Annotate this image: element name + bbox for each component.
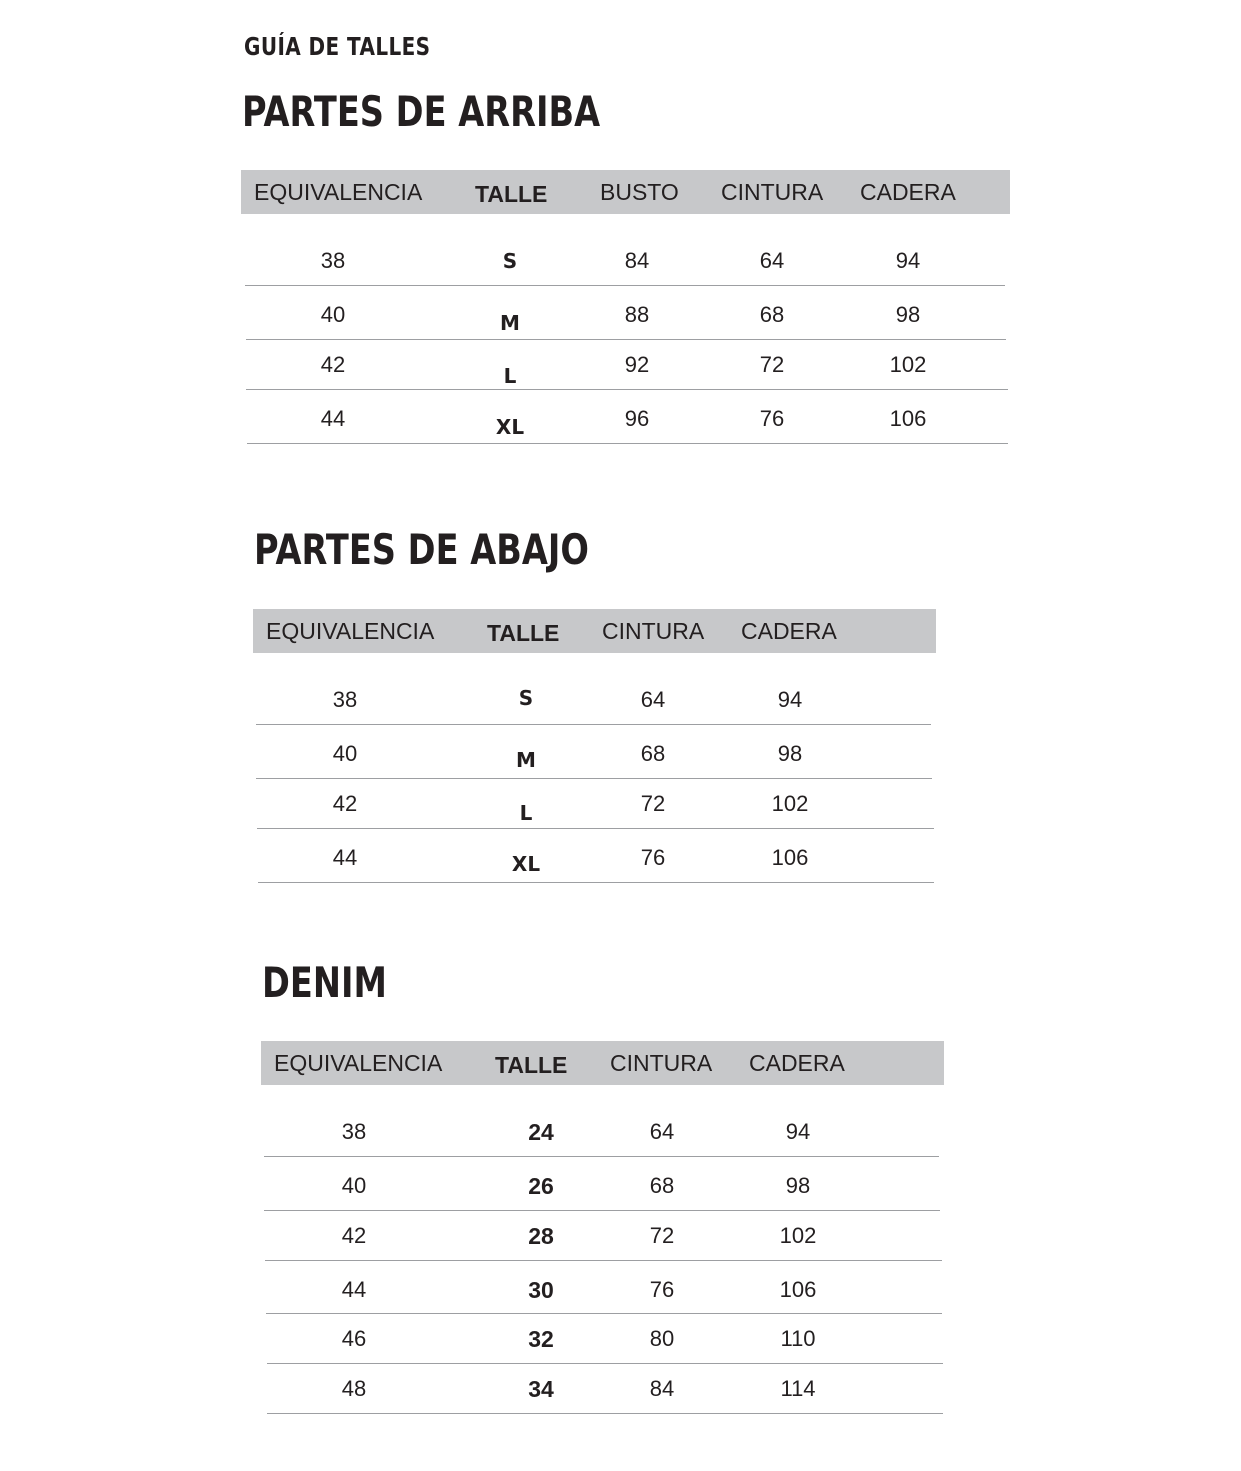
table-cell-talle: 34 [528,1376,554,1402]
table-cell-equivalencia: 38 [341,1119,367,1144]
row-divider [245,285,1005,286]
header-busto: BUSTO [600,179,679,205]
table-cell-talle: L [519,801,533,825]
row-divider [256,778,932,779]
table-cell-talle: XL [511,852,541,876]
header-talle: TALLE [495,1052,568,1078]
table-cell-equivalencia: 40 [320,302,346,327]
table-cell-cadera: 106 [779,1277,817,1302]
table-cell-cintura: 72 [759,352,785,377]
section-title-tops: PARTES DE ARRIBA [242,87,601,136]
header-talle: TALLE [487,620,560,646]
guide-title: GUÍA DE TALLES [244,32,431,61]
table-cell-cintura: 68 [649,1173,675,1198]
table-cell-talle: 32 [528,1326,554,1352]
table-cell-cadera: 114 [780,1376,816,1401]
table-cell-cintura: 64 [759,248,785,273]
table-cell-cintura: 80 [649,1326,675,1351]
table-header-row [261,1041,944,1085]
table-cell-cadera: 102 [889,352,927,377]
row-divider [266,1313,942,1314]
section-title-bottoms: PARTES DE ABAJO [254,525,589,574]
table-cell-cintura: 76 [649,1277,675,1302]
table-cell-cintura: 72 [640,791,666,816]
table-cell-equivalencia: 40 [341,1173,367,1198]
header-equivalencia: EQUIVALENCIA [254,179,423,205]
table-cell-talle: S [502,249,518,273]
table-cell-cadera: 98 [777,741,803,766]
table-cell-talle: S [518,686,534,710]
table-header-row [241,170,1010,214]
header-cadera: CADERA [741,618,837,644]
table-cell-equivalencia: 46 [341,1326,367,1351]
table-cell-equivalencia: 48 [341,1376,367,1401]
row-divider [247,443,1008,444]
table-cell-busto: 88 [624,302,650,327]
table-cell-cintura: 76 [759,406,785,431]
table-cell-talle: M [500,311,520,335]
table-cell-equivalencia: 44 [341,1277,367,1302]
table-cell-cadera: 110 [780,1326,816,1351]
table-cell-equivalencia: 38 [332,687,358,712]
header-equivalencia: EQUIVALENCIA [266,618,435,644]
table-cell-cadera: 102 [779,1223,817,1248]
row-divider [265,1260,942,1261]
row-divider [257,828,934,829]
table-cell-cintura: 84 [649,1376,675,1401]
table-cell-cintura: 72 [649,1223,675,1248]
header-equivalencia: EQUIVALENCIA [274,1050,443,1076]
row-divider [246,389,1008,390]
table-cell-talle: XL [495,415,525,439]
table-cell-cintura: 64 [649,1119,675,1144]
table-header-row [253,609,936,653]
header-cadera: CADERA [860,179,956,205]
table-cell-equivalencia: 42 [341,1223,367,1248]
header-cintura: CINTURA [610,1050,713,1076]
table-cell-busto: 84 [624,248,650,273]
row-divider [258,882,934,883]
table-cell-talle: M [516,748,536,772]
section-title-denim: DENIM [262,958,387,1007]
table-cell-cadera: 106 [771,845,809,870]
table-cell-busto: 96 [624,406,650,431]
table-cell-equivalencia: 38 [320,248,346,273]
row-divider [256,724,931,725]
table-cell-cintura: 68 [640,741,666,766]
table-cell-cintura: 76 [640,845,666,870]
header-cintura: CINTURA [602,618,705,644]
table-cell-equivalencia: 42 [320,352,346,377]
table-cell-cadera: 102 [771,791,809,816]
table-cell-cintura: 68 [759,302,785,327]
table-cell-cintura: 64 [640,687,666,712]
table-cell-equivalencia: 40 [332,741,358,766]
header-cadera: CADERA [749,1050,845,1076]
table-cell-talle: L [503,364,517,388]
table-cell-cadera: 98 [895,302,921,327]
header-talle: TALLE [475,181,548,207]
table-cell-cadera: 94 [895,248,921,273]
row-divider [267,1413,943,1414]
table-cell-busto: 92 [624,352,650,377]
table-cell-equivalencia: 44 [320,406,346,431]
table-cell-talle: 30 [528,1277,554,1303]
row-divider [264,1210,940,1211]
table-cell-equivalencia: 44 [332,845,358,870]
table-cell-cadera: 94 [785,1119,811,1144]
row-divider [246,339,1006,340]
table-cell-talle: 26 [528,1173,554,1199]
table-cell-talle: 28 [528,1223,554,1249]
table-cell-equivalencia: 42 [332,791,358,816]
table-cell-cadera: 106 [889,406,927,431]
table-cell-cadera: 94 [777,687,803,712]
header-cintura: CINTURA [721,179,824,205]
row-divider [264,1156,939,1157]
table-cell-cadera: 98 [785,1173,811,1198]
row-divider [267,1363,943,1364]
table-cell-talle: 24 [528,1119,554,1145]
